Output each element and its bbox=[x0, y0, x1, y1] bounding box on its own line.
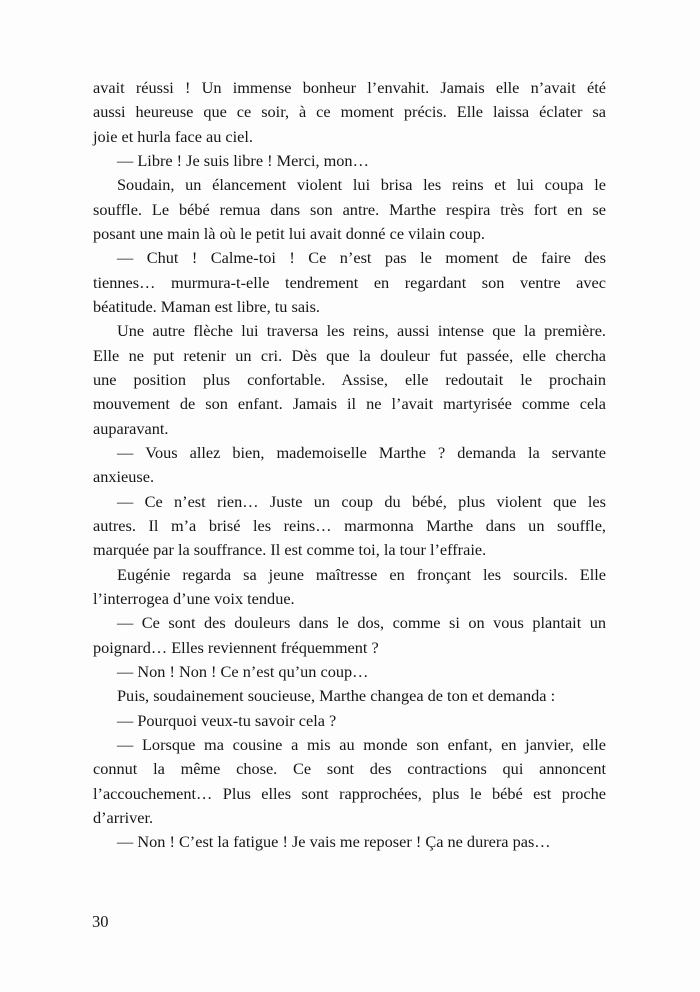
paragraph bbox=[93, 76, 606, 149]
text-line: l’interrogea d’une voix tendue. bbox=[93, 588, 295, 608]
text-line: souffle. Le bébé remua dans son antre. Marthe respira très fort en se bbox=[93, 199, 606, 219]
text-line: anxieuse. bbox=[93, 467, 155, 487]
text-line: mouvement de son enfant. Jamais il ne l’avait martyrisée comme cela bbox=[93, 394, 606, 414]
text-line: posant une main là où le petit lui avait donné ce vilain coup. bbox=[93, 223, 485, 243]
text-line: Une autre flèche lui traversa les reins, aussi intense que la première. bbox=[117, 321, 606, 341]
paragraph bbox=[93, 830, 606, 854]
text-line: — Libre ! Je suis libre ! Merci, mon… bbox=[117, 150, 369, 170]
page-text bbox=[93, 76, 606, 855]
page-number: 30 bbox=[92, 912, 109, 931]
paragraph bbox=[93, 611, 606, 660]
text-line: autres. Il m’a brisé les reins… marmonna Marthe dans un souffle, bbox=[93, 515, 606, 535]
paragraph bbox=[93, 490, 606, 563]
text-line: Puis, soudainement soucieuse, Marthe changea de ton et demanda : bbox=[117, 686, 556, 706]
text-line: — Ce n’est rien… Juste un coup du bébé, plus violent que les bbox=[117, 491, 606, 511]
text-line: auparavant. bbox=[93, 418, 169, 438]
text-line: béatitude. Maman est libre, tu sais. bbox=[93, 296, 320, 316]
text-line: — Ce sont des douleurs dans le dos, comme si on vous plantait un bbox=[117, 613, 606, 633]
text-line: poignard… Elles reviennent fréquemment ? bbox=[93, 637, 379, 657]
text-line: avait réussi ! Un immense bonheur l’envahit. Jamais elle n’avait été bbox=[93, 78, 606, 97]
text-line: — Lorsque ma cousine a mis au monde son enfant, en janvier, elle bbox=[117, 734, 606, 754]
paragraph bbox=[93, 733, 606, 830]
text-line: — Non ! Non ! Ce n’est qu’un coup… bbox=[117, 661, 369, 681]
text-line: d’arriver. bbox=[93, 807, 154, 827]
paragraph bbox=[93, 684, 606, 708]
paragraph bbox=[93, 149, 606, 173]
text-line: Soudain, un élancement violent lui brisa les reins et lui coupa le bbox=[117, 175, 606, 195]
paragraph bbox=[93, 709, 606, 733]
text-line: — Vous allez bien, mademoiselle Marthe ? demanda la servante bbox=[117, 442, 606, 462]
paragraph bbox=[93, 441, 606, 490]
paragraph bbox=[93, 660, 606, 684]
text-line: — Non ! C’est la fatigue ! Je vais me reposer ! Ça ne durera pas… bbox=[117, 832, 551, 852]
paragraph bbox=[93, 319, 606, 441]
text-line: Eugénie regarda sa jeune maîtresse en fronçant les sourcils. Elle bbox=[117, 564, 606, 584]
text-line: une position plus confortable. Assise, elle redoutait le prochain bbox=[93, 369, 606, 389]
text-line: marquée par la souffrance. Il est comme toi, la tour l’effraie. bbox=[93, 540, 487, 560]
text-line: Elle ne put retenir un cri. Dès que la douleur fut passée, elle chercha bbox=[93, 345, 606, 365]
text-line: — Pourquoi veux-tu savoir cela ? bbox=[117, 710, 337, 730]
paragraph bbox=[93, 173, 606, 246]
text-line: l’accouchement… Plus elles sont rapprochées, plus le bébé est proche bbox=[93, 783, 606, 803]
text-line: joie et hurla face au ciel. bbox=[93, 126, 254, 146]
paragraph bbox=[93, 246, 606, 319]
text-line: aussi heureuse que ce soir, à ce moment précis. Elle laissa éclater sa bbox=[93, 102, 606, 122]
text-line: — Chut ! Calme-toi ! Ce n’est pas le moment de faire des bbox=[117, 248, 606, 268]
paragraph bbox=[93, 563, 606, 612]
text-line: connut la même chose. Ce sont des contractions qui annoncent bbox=[93, 759, 606, 779]
text-line: tiennes… murmura-t-elle tendrement en regardant son ventre avec bbox=[93, 272, 606, 292]
